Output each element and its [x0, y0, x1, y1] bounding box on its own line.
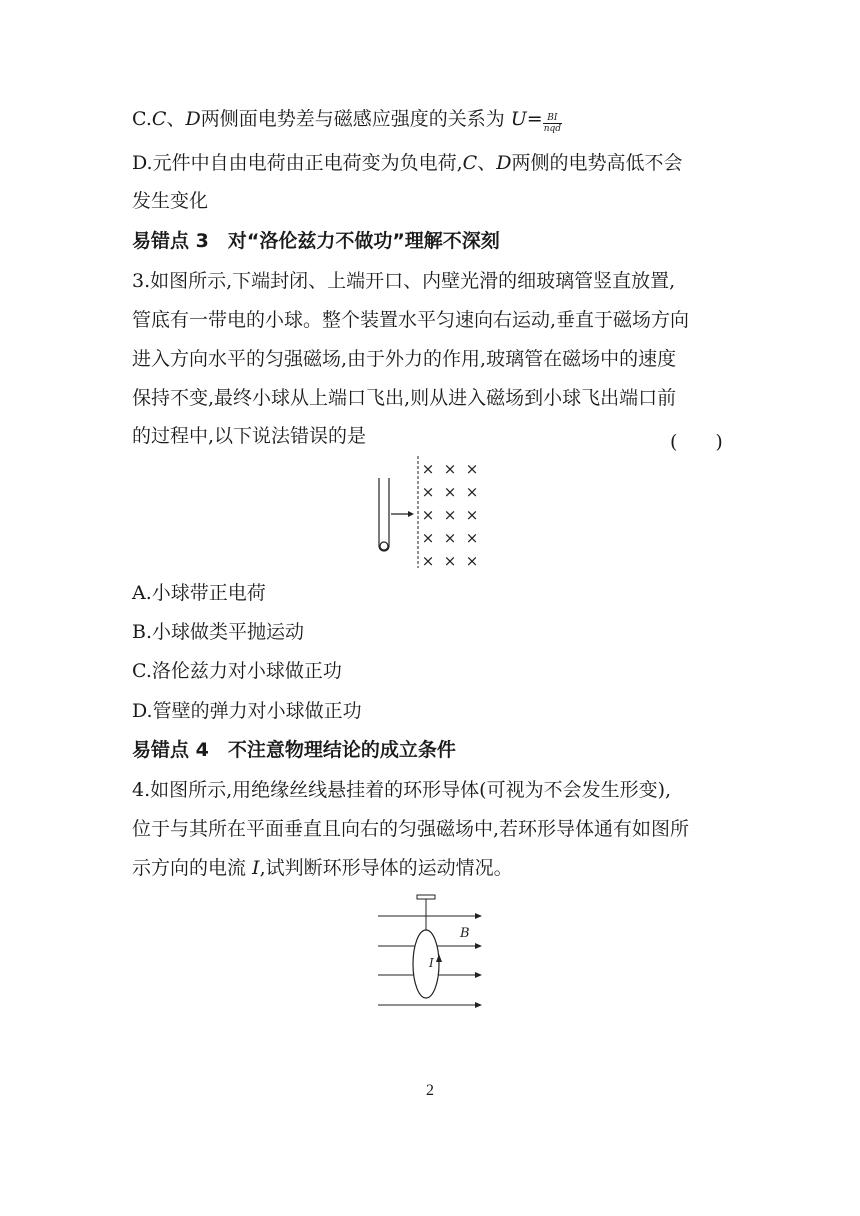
symbol-c: C — [462, 152, 478, 174]
svg-text:×: × — [421, 460, 435, 478]
option-text: 两侧面电势差与磁感应强度的关系为 — [200, 108, 505, 130]
fraction-denominator: nqd — [543, 124, 562, 134]
q4-line-1: 4.如图所示,用绝缘丝线悬挂着的环形导体(可视为不会发生形变), — [132, 779, 672, 801]
formula-fraction — [543, 113, 562, 134]
symbol-c: C — [151, 108, 167, 130]
svg-text:×: × — [443, 529, 457, 547]
magnetic-field-crosses — [422, 460, 479, 570]
answer-bracket: ( ) — [670, 431, 723, 453]
svg-text:×: × — [465, 460, 479, 478]
svg-text:×: × — [465, 552, 479, 570]
ring-conductor — [413, 930, 439, 998]
ball-icon — [380, 542, 388, 550]
option-2d-line2: 发生变化 — [132, 190, 209, 212]
arrow-head-icon — [408, 511, 414, 517]
svg-text:×: × — [465, 483, 479, 501]
q3-line-5: 的过程中,以下说法错误的是 — [132, 425, 367, 447]
option-text-b: 两侧的电势高低不会 — [511, 152, 683, 174]
section-4-heading: 易错点 4 不注意物理结论的成立条件 — [132, 739, 456, 761]
separator: 、 — [166, 108, 186, 130]
separator: 、 — [477, 152, 497, 174]
option-2c — [132, 110, 562, 134]
fraction-numerator: BI — [543, 113, 562, 124]
q3-figure — [376, 456, 486, 576]
q3-line-3: 进入方向水平的匀强磁场,由于外力的作用,玻璃管在磁场中的速度 — [132, 348, 677, 370]
q3-option-a: A.小球带正电荷 — [132, 582, 266, 604]
section-3-heading: 易错点 3 对“洛伦兹力不做功”理解不深刻 — [132, 230, 500, 252]
svg-text:×: × — [465, 529, 479, 547]
svg-text:×: × — [443, 506, 457, 524]
q3-line-1: 3.如图所示,下端封闭、上端开口、内壁光滑的细玻璃管竖直放置, — [132, 270, 676, 292]
field-arrow-icons — [475, 913, 482, 1008]
svg-text:×: × — [465, 506, 479, 524]
symbol-d: D — [496, 152, 512, 174]
q3-option-d: D.管壁的弹力对小球做正功 — [132, 700, 362, 722]
option-text-a: 元件中自由电荷由正电荷变为负电荷, — [152, 152, 463, 174]
q3-line-4: 保持不变,最终小球从上端口飞出,则从进入磁场到小球飞出端口前 — [132, 387, 677, 409]
svg-text:×: × — [443, 552, 457, 570]
q4-line-3-b: ,试判断环形导体的运动情况。 — [259, 857, 513, 879]
label-i: I — [429, 956, 434, 970]
symbol-i: I — [252, 857, 260, 879]
support-bar — [417, 895, 435, 899]
svg-text:×: × — [421, 552, 435, 570]
option-2d — [132, 154, 682, 173]
svg-text:×: × — [421, 483, 435, 501]
equals-sign: = — [526, 108, 543, 130]
q3-option-c: C.洛伦兹力对小球做正功 — [132, 660, 342, 682]
svg-text:×: × — [421, 529, 435, 547]
q4-figure — [376, 892, 488, 1014]
q3-option-b: B.小球做类平抛运动 — [132, 621, 305, 643]
option-prefix: D. — [132, 152, 153, 174]
symbol-u: U — [510, 108, 527, 130]
page-number: 2 — [426, 1082, 434, 1099]
svg-text:×: × — [443, 460, 457, 478]
option-prefix: C. — [132, 108, 152, 130]
svg-text:×: × — [443, 483, 457, 501]
q4-line-3-a: 示方向的电流 — [132, 857, 253, 879]
q4-line-3 — [132, 859, 513, 878]
symbol-d: D — [185, 108, 201, 130]
svg-text:×: × — [421, 506, 435, 524]
label-b: B — [460, 926, 470, 941]
q4-line-2: 位于与其所在平面垂直且向右的匀强磁场中,若环形导体通有如图所 — [132, 818, 690, 840]
q3-line-2: 管底有一带电的小球。整个装置水平匀速向右运动,垂直于磁场方向 — [132, 309, 690, 331]
